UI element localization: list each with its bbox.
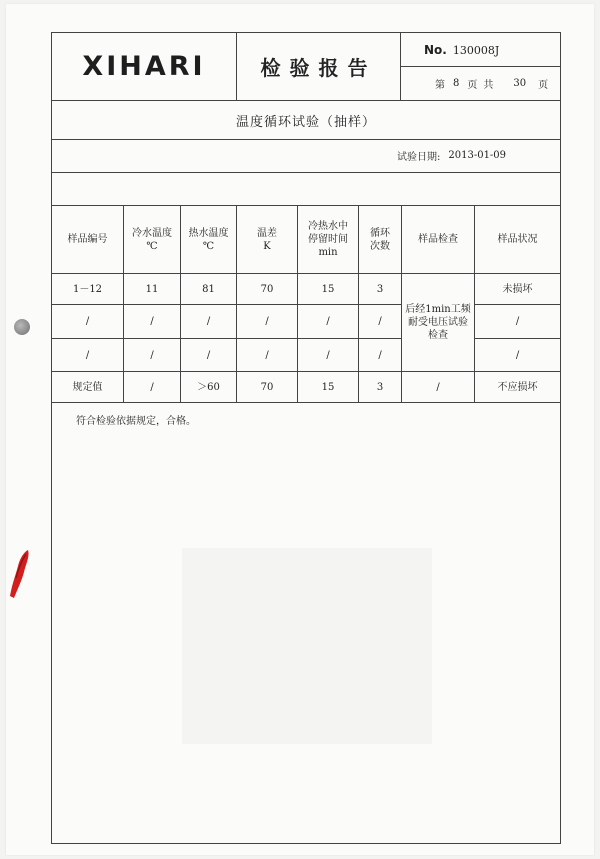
punch-hole bbox=[14, 319, 30, 335]
test-date-label: 试验日期: bbox=[397, 151, 441, 163]
row2-cold: / bbox=[150, 316, 154, 327]
header-condition: 样品状况 bbox=[497, 234, 538, 245]
row3-hot: / bbox=[206, 349, 211, 361]
row2-cycles: / bbox=[378, 316, 382, 327]
spec-diff: 70 bbox=[260, 381, 274, 393]
rule bbox=[400, 33, 401, 100]
spec-cycles: 3 bbox=[376, 381, 384, 393]
section-title: 温度循环试验（抽样） bbox=[235, 114, 376, 130]
header-dwell-time bbox=[298, 206, 358, 273]
row3-cycles: / bbox=[378, 349, 382, 361]
test-date bbox=[397, 147, 506, 163]
row1-sample: 1－12 bbox=[72, 283, 103, 295]
rule bbox=[52, 402, 560, 403]
page-middle: 页共 bbox=[467, 79, 500, 91]
header-text: 热水温度 bbox=[188, 227, 229, 239]
row1-condition: 未损坏 bbox=[502, 283, 533, 295]
spec-condition: 不应损坏 bbox=[497, 381, 538, 393]
row2-diff: / bbox=[265, 316, 269, 327]
report-no-value: 130008J bbox=[452, 43, 500, 57]
row1-diff: 70 bbox=[260, 283, 274, 295]
row2-dwell: / bbox=[326, 316, 330, 327]
row2-condition: / bbox=[515, 316, 520, 327]
inspection-text: 耐受电压试验 bbox=[408, 317, 468, 328]
page-number: 8 bbox=[453, 77, 460, 89]
row3-dwell: / bbox=[326, 349, 330, 361]
row1-dwell: 15 bbox=[321, 283, 335, 295]
row3-diff: / bbox=[265, 349, 269, 361]
page-prefix: 第 bbox=[435, 79, 445, 91]
header-text: 温差 bbox=[257, 227, 277, 239]
header-temp-diff bbox=[237, 206, 297, 273]
inspection-merged-cell bbox=[402, 274, 474, 371]
test-date-value: 2013-01-09 bbox=[448, 149, 507, 161]
header-hot-temp bbox=[181, 206, 236, 273]
header-text: 停留时间 bbox=[308, 234, 348, 245]
spec-inspection: / bbox=[436, 381, 440, 393]
rule bbox=[52, 139, 560, 140]
row1-cold: 11 bbox=[145, 283, 159, 295]
row1-cycles: 3 bbox=[376, 283, 384, 295]
row2-hot: / bbox=[206, 316, 211, 327]
header-text: 循环 bbox=[370, 227, 390, 239]
rule bbox=[52, 172, 560, 173]
header-text: 冷水温度 bbox=[132, 227, 172, 239]
spec-cold: / bbox=[150, 381, 154, 393]
conclusion-text: 符合检验依据规定，合格。 bbox=[76, 415, 196, 427]
report-no-label: No. bbox=[424, 43, 447, 57]
row3-condition: / bbox=[515, 349, 520, 361]
page-indicator bbox=[435, 76, 548, 90]
header-cycles bbox=[359, 206, 401, 273]
header-unit: min bbox=[318, 247, 338, 258]
red-ribbon-binding bbox=[6, 548, 32, 600]
inspection-text: 后经1min工频 bbox=[405, 304, 471, 315]
header-text: 次数 bbox=[370, 240, 390, 252]
row3-cold: / bbox=[150, 349, 154, 361]
row1-hot: 81 bbox=[202, 283, 215, 295]
header-unit: ℃ bbox=[146, 240, 158, 252]
inspection-text: 检查 bbox=[428, 330, 448, 341]
spec-hot: ＞60 bbox=[197, 381, 220, 393]
header-unit: K bbox=[263, 240, 271, 252]
report-number bbox=[424, 42, 499, 58]
row3-sample: / bbox=[85, 349, 90, 361]
header-text: 冷热水中 bbox=[308, 221, 348, 232]
report-form bbox=[51, 32, 561, 844]
company-logo: XIHARI bbox=[82, 51, 206, 82]
header-unit: ℃ bbox=[202, 240, 215, 252]
header-inspection: 样品检查 bbox=[418, 234, 458, 245]
header-sample-no: 样品编号 bbox=[67, 234, 108, 245]
page-suffix: 页 bbox=[538, 79, 549, 91]
report-title: 检验报告 bbox=[260, 56, 377, 80]
spec-dwell: 15 bbox=[321, 381, 335, 393]
page-total: 30 bbox=[513, 77, 527, 89]
spec-sample: 规定值 bbox=[72, 381, 103, 393]
rule bbox=[400, 66, 560, 67]
row2-sample: / bbox=[85, 316, 90, 327]
header-cold-temp bbox=[124, 206, 180, 273]
